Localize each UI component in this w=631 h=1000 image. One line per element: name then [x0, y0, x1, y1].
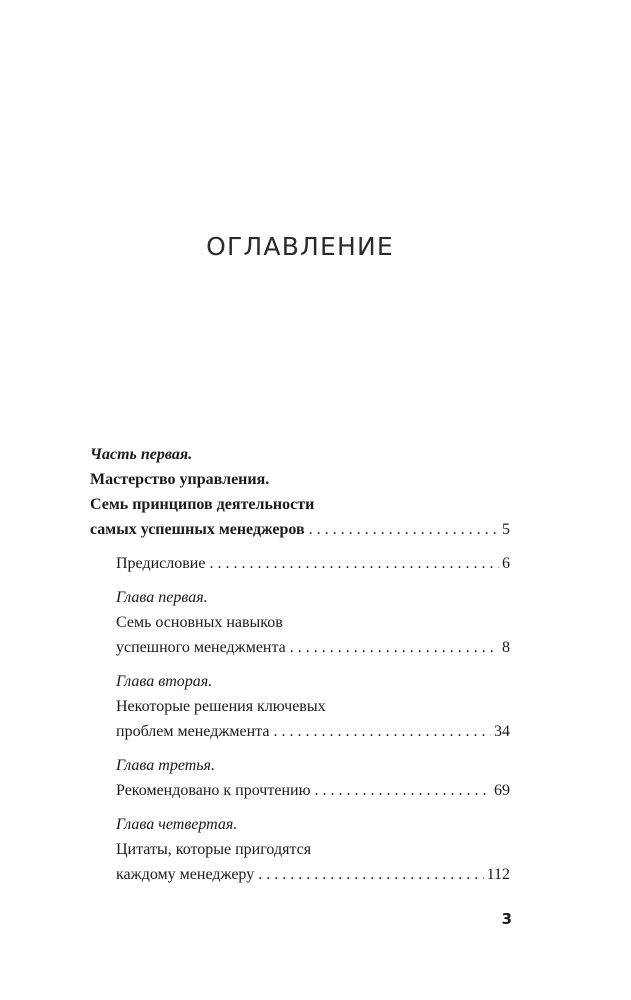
entry-title-line: Цитаты, которые пригодятся [116, 841, 312, 858]
entry-title-line: Семь основных навыков [116, 614, 283, 631]
entry-page-number: 112 [486, 866, 510, 883]
toc-chapter-list [90, 551, 510, 887]
entry-last-line [116, 862, 510, 887]
entry-last-line [116, 635, 510, 660]
part-title-last-line [90, 517, 510, 542]
part-label: Часть первая. [90, 446, 193, 463]
toc-entry-chapter-2[interactable] [116, 669, 510, 744]
dot-leader [273, 719, 491, 744]
toc-entry-chapter-4[interactable] [116, 812, 510, 887]
entry-page-number: 69 [494, 782, 510, 799]
entry-last-line [116, 551, 510, 576]
toc-part-entry[interactable] [90, 442, 510, 542]
chapter-label: Глава четвертая. [116, 816, 238, 833]
toc-entry-preface[interactable] [116, 551, 510, 576]
toc-entry-chapter-3[interactable] [116, 753, 510, 803]
entry-last-line [116, 719, 510, 744]
part-title-line: Семь принципов деятельности [90, 496, 315, 513]
dot-leader [209, 551, 499, 576]
page-number: 3 [501, 910, 512, 928]
entry-title-line: Рекомендовано к прочтению [116, 782, 311, 799]
entry-title-line: Некоторые решения ключевых [116, 698, 326, 715]
part-title-line: самых успешных менеджеров [90, 521, 305, 538]
entry-title: Предисловие [116, 555, 206, 572]
entry-title-line: проблем менеджмента [116, 723, 270, 740]
entry-page-number: 6 [502, 555, 510, 572]
entry-title-line: каждому менеджеру [116, 866, 255, 883]
toc-entry-chapter-1[interactable] [116, 585, 510, 660]
entry-last-line [116, 778, 510, 803]
dot-leader [290, 635, 499, 660]
part-title-line: Мастерство управления. [90, 471, 270, 488]
page-title: ОГЛАВЛЕНИЕ [206, 232, 394, 261]
chapter-label: Глава вторая. [116, 673, 213, 690]
chapter-label: Глава первая. [116, 589, 208, 606]
part-page-number: 5 [502, 521, 510, 538]
dot-leader [309, 517, 499, 542]
entry-title-line: успешного менеджмента [116, 639, 286, 656]
entry-page-number: 34 [494, 723, 510, 740]
chapter-label: Глава третья. [116, 757, 215, 774]
table-of-contents [90, 442, 510, 896]
dot-leader [315, 778, 491, 803]
dot-leader [258, 862, 483, 887]
entry-page-number: 8 [502, 639, 510, 656]
